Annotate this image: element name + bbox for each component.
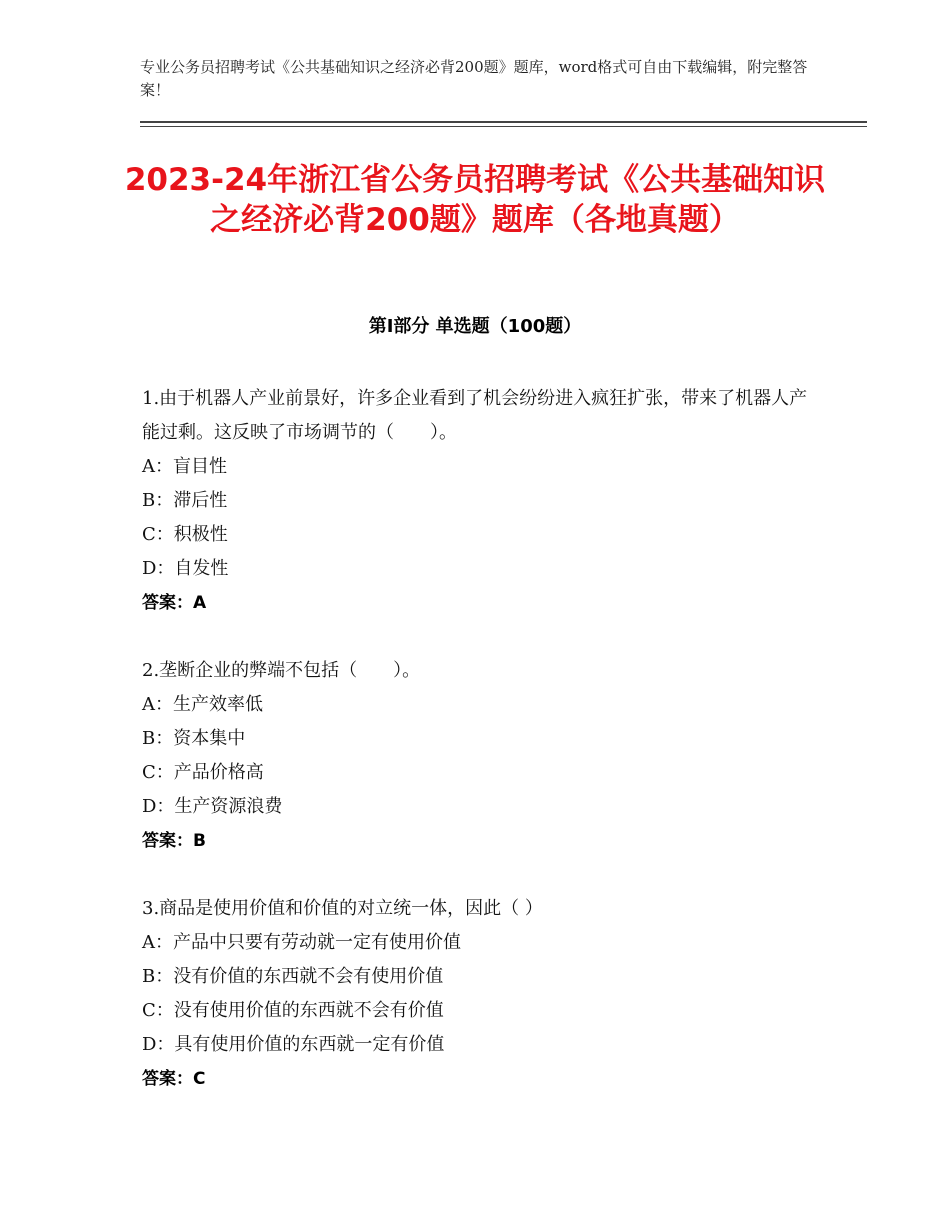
- question-1: [142, 382, 822, 620]
- option-b: B：资本集中: [142, 728, 246, 749]
- question-stem: 2.垄断企业的弊端不包括（ ）。: [142, 660, 421, 681]
- answer-line: 答案：C: [142, 1069, 206, 1089]
- question-2: [142, 654, 822, 858]
- question-stem: 1.由于机器人产业前景好，许多企业看到了机会纷纷进入疯狂扩张，带来了机器人产能过剩。这反映了市场调节的（ ）。: [142, 388, 808, 443]
- header-note: 专业公务员招聘考试《公共基础知识之经济必背200题》题库，word格式可自由下载编辑，附完整答案！: [140, 58, 808, 99]
- option-c: C：没有使用价值的东西就不会有价值: [142, 1000, 444, 1021]
- question-list: [142, 382, 822, 1130]
- option-b: B：没有价值的东西就不会有使用价值: [142, 966, 444, 987]
- answer-line: 答案：A: [142, 593, 207, 613]
- option-d: D：自发性: [142, 558, 229, 579]
- header-divider-thin: [140, 126, 867, 127]
- header-divider-thick: [140, 121, 867, 123]
- option-c: C：积极性: [142, 524, 228, 545]
- option-c: C：产品价格高: [142, 762, 264, 783]
- option-a: A：产品中只要有劳动就一定有使用价值: [142, 932, 461, 953]
- option-b: B：滞后性: [142, 490, 228, 511]
- question-3: [142, 892, 822, 1096]
- question-stem: 3.商品是使用价值和价值的对立统一体，因此（ ）: [142, 898, 543, 919]
- option-d: D：生产资源浪费: [142, 796, 283, 817]
- option-a: A：盲目性: [142, 456, 227, 477]
- answer-line: 答案：B: [142, 831, 206, 851]
- section-heading: 第Ⅰ部分 单选题（100题）: [368, 316, 582, 337]
- option-d: D：具有使用价值的东西就一定有价值: [142, 1034, 445, 1055]
- document-title: 2023-24年浙江省公务员招聘考试《公共基础知识之经济必背200题》题库（各地真题）: [124, 162, 826, 238]
- option-a: A：生产效率低: [142, 694, 263, 715]
